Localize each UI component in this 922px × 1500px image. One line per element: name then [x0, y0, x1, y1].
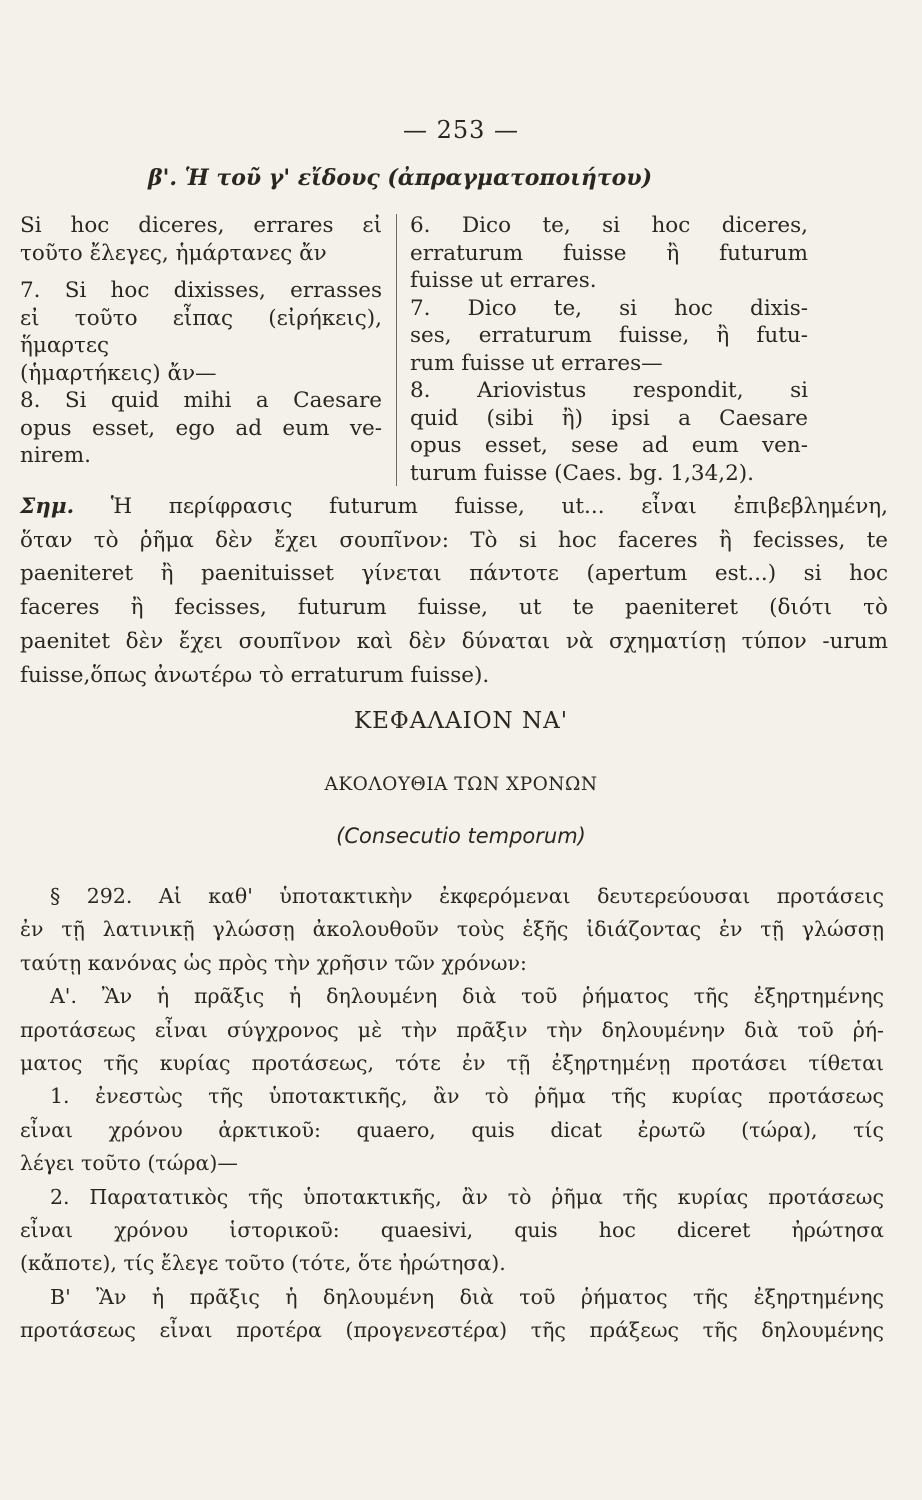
note-text: Ἡ περίφρασις futurum fuisse, ut... εἶναι ἐπιβεβλημένη, [110, 494, 888, 519]
body-text [20, 880, 884, 1348]
body-line: ματος τῆς κυρίας προτάσεως, τότε ἐν τῇ ἐξηρτημένῃ προτάσει τίθεται [20, 1051, 884, 1076]
left-spacer [20, 267, 382, 277]
left-line: τοῦτο ἔλεγες, ἡμάρτανες ἄν [20, 240, 327, 266]
right-line: 6. Dico te, si hoc diceres, [410, 213, 808, 238]
body-line: εἶναι χρόνου ἱστορικοῦ: quaesivi, quis hoc diceret ἠρώτησα [20, 1218, 884, 1243]
left-line: nirem. [20, 443, 91, 468]
body-line: ταύτῃ κανόνας ὡς πρὸς τὴν χρῆσιν τῶν χρόνων: [20, 950, 527, 975]
section-title: β'. Ἡ τοῦ γ' εἴδους (ἀπραγματοποιήτου) [148, 165, 653, 191]
body-line: Β' Ἂν ἡ πρᾶξις ἡ δηλουμένη διὰ τοῦ ῥήματος τῆς ἐξηρτημένης [50, 1284, 884, 1309]
note-line: paeniteret ἢ paenituisset γίνεται πάντοτε (apertum est...) si hoc [20, 561, 888, 587]
chapter-title: ΚΕΦΑΛΑΙΟΝ ΝΑ' [353, 708, 569, 734]
right-line: fuisse ut errares. [410, 268, 597, 293]
page-number: — 253 — [402, 116, 520, 144]
note-line: paenitet δὲν ἔχει σουπῖνον καὶ δὲν δύναται νὰ σχηματίσῃ τύπον -urum [20, 628, 888, 654]
note-line: ὅταν τὸ ῥῆμα δὲν ἔχει σουπῖνον: Τὸ si hoc faceres ἢ fecisses, te [20, 527, 888, 553]
left-line: Si hoc diceres, errares εἰ [20, 213, 382, 238]
left-column [20, 212, 382, 470]
right-column [410, 212, 808, 487]
body-line: προτάσεως εἶναι προτέρα (προγενεστέρα) τῆς πράξεως τῆς δηλουμένης [20, 1318, 884, 1343]
note-line: faceres ἢ fecisses, futurum fuisse, ut te paeniteret (διότι τὸ [20, 595, 888, 621]
right-line: turum fuisse (Caes. bg. 1,34,2). [410, 460, 755, 486]
right-line: quid (sibi ἢ) ipsi a Caesare [410, 405, 808, 431]
right-line: opus esset, sese ad eum ven- [410, 433, 808, 458]
right-line: 7. Dico te, si hoc dixis- [410, 295, 808, 321]
chapter-subtitle: ΑΚΟΛΟΥΘΙΑ ΤΩΝ ΧΡΟΝΩΝ [324, 774, 598, 795]
left-line: opus esset, ego ad eum ve- [20, 415, 382, 441]
note-paragraph [20, 490, 888, 692]
left-line: 7. Si hoc dixisses, errasses [20, 278, 382, 303]
note-line [20, 490, 888, 524]
note-label: Σημ. [20, 494, 75, 519]
right-line: 8. Ariovistus respondit, si [410, 378, 808, 403]
body-line: 2. Παρατατικὸς τῆς ὑποτακτικῆς, ἂν τὸ ῥῆμα τῆς κυρίας προτάσεως [50, 1184, 884, 1209]
body-line: Α'. Ἂν ἡ πρᾶξις ἡ δηλουμένη διὰ τοῦ ῥήματος τῆς ἐξηρτημένης [50, 984, 884, 1009]
column-divider [396, 214, 397, 486]
left-line: (ἡμαρτήκεις) ἄν— [20, 360, 217, 386]
body-line: 1. ἐνεστὼς τῆς ὑποτακτικῆς, ἂν τὸ ῥῆμα τῆς κυρίας προτάσεως [50, 1084, 884, 1109]
body-line: ἐν τῇ λατινικῇ γλώσσῃ ἀκολουθοῦν τοὺς ἑξῆς ἰδιάζοντας ἐν τῇ γλώσσῃ [20, 917, 884, 942]
left-line: 8. Si quid mihi a Caesare [20, 388, 382, 413]
body-line: εἶναι χρόνου ἀρκτικοῦ: quaero, quis dicat ἐρωτῶ (τώρα), τίς [20, 1117, 884, 1142]
body-line: λέγει τοῦτο (τώρα)— [20, 1151, 238, 1176]
body-line: (κἄποτε), τίς ἔλεγε τοῦτο (τότε, ὅτε ἠρώτησα). [20, 1251, 506, 1276]
body-line: § 292. Αἱ καθ' ὑποτακτικὴν ἐκφερόμεναι δευτερεύουσαι προτάσεις [50, 884, 884, 908]
note-line: fuisse,ὅπως ἀνωτέρω τὸ erraturum fuisse). [20, 662, 490, 688]
right-line: erraturum fuisse ἢ futurum [410, 240, 808, 266]
left-line: εἰ τοῦτο εἶπας (εἰρήκεις), ἥμαρτες [20, 305, 382, 358]
right-line: ses, erraturum fuisse, ἢ futu- [410, 323, 808, 348]
chapter-latin-subtitle: (Consecutio temporum) [336, 824, 586, 848]
body-line: προτάσεως εἶναι σύγχρονος μὲ τὴν πρᾶξιν τὴν δηλουμένην διὰ τοῦ ῥή- [20, 1017, 884, 1042]
right-line: rum fuisse ut errares— [410, 350, 663, 376]
